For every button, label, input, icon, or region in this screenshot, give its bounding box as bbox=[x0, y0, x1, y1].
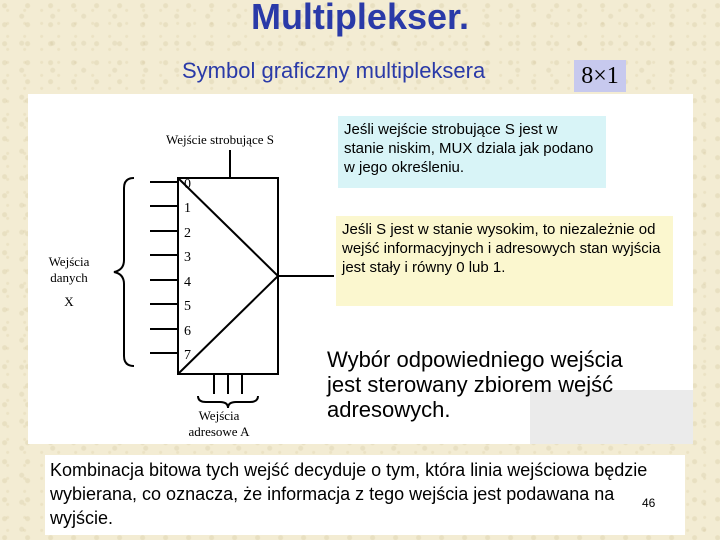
address-input-lines bbox=[214, 374, 242, 394]
input-number-5: 5 bbox=[184, 299, 191, 314]
strobe-high-note: Jeśli S jest w stanie wysokim, to niezależnie od wejść informacyjnych i adresowych stan wyjścia jest stały i równy 0 lub 1. bbox=[336, 216, 673, 306]
data-inputs-label-line2: danych bbox=[50, 270, 88, 285]
selection-note: Wybór odpowiedniego wejścia jest sterowany zbiorem wejść adresowych. bbox=[327, 347, 623, 422]
address-label-line2: adresowe A bbox=[188, 424, 250, 439]
input-number-0: 0 bbox=[184, 177, 191, 192]
mux-body bbox=[178, 178, 278, 374]
input-number-1: 1 bbox=[184, 201, 191, 216]
input-number-6: 6 bbox=[184, 324, 191, 339]
mux-size-formula: 8×1 bbox=[574, 60, 626, 92]
slide-subtitle: Symbol graficzny multipleksera bbox=[182, 58, 486, 83]
mux-triangle bbox=[178, 178, 278, 374]
address-brace bbox=[198, 396, 258, 408]
data-inputs-brace bbox=[114, 178, 134, 366]
data-inputs-label-line1: Wejścia bbox=[48, 254, 90, 269]
input-number-3: 3 bbox=[184, 250, 191, 265]
data-input-lines bbox=[150, 182, 178, 353]
slide-title: Multiplekser. bbox=[250, 0, 470, 37]
input-number-7: 7 bbox=[184, 348, 191, 363]
input-number-2: 2 bbox=[184, 226, 191, 241]
data-inputs-label-line3: X bbox=[64, 294, 74, 309]
mux-diagram bbox=[28, 94, 338, 444]
strobe-label: Wejście strobujące S bbox=[166, 132, 274, 147]
page-number: 46 bbox=[642, 496, 656, 510]
address-label-line1: Wejścia bbox=[198, 408, 240, 423]
input-number-4: 4 bbox=[184, 275, 191, 290]
strobe-low-note: Jeśli wejście strobujące S jest w stanie niskim, MUX dziala jak podano w jego określeniu. bbox=[338, 116, 606, 188]
bottom-explanation: Kombinacja bitowa tych wejść decyduje o tym, która linia wejściowa będzie wybierana, co oznacza, że informacja z tego wejścia jest podawana na wyjście. bbox=[50, 460, 648, 528]
